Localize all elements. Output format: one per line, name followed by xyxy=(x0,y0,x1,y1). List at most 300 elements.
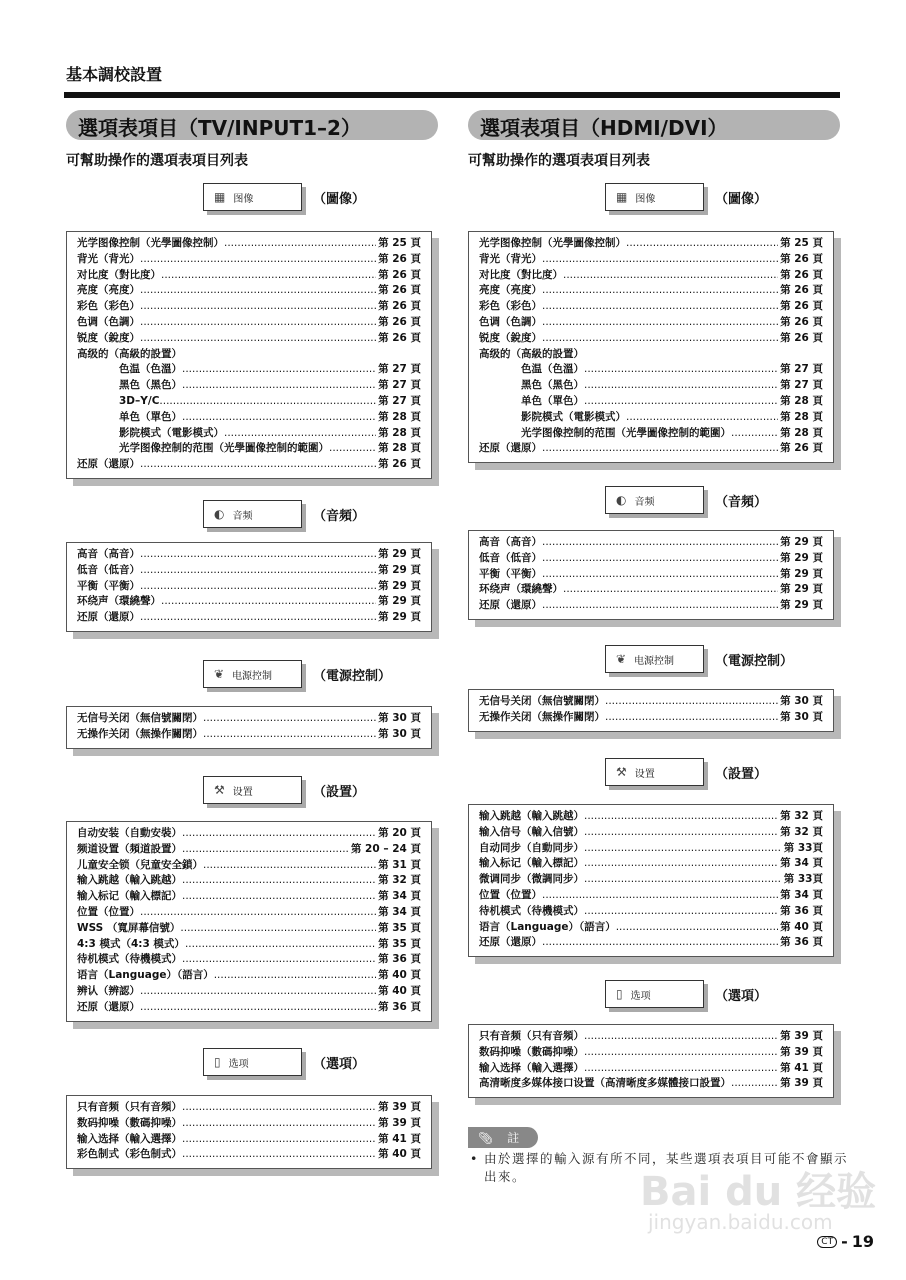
dot-leader xyxy=(542,567,778,583)
item-label: 黑色（黑色） xyxy=(119,379,182,392)
watermark-url: jingyan.baidu.com xyxy=(648,1210,833,1234)
list-item xyxy=(77,331,421,347)
item-label: 还原（還原） xyxy=(77,611,140,624)
menu-item-list xyxy=(468,804,834,957)
dot-leader xyxy=(159,394,376,410)
item-label: 自动同步（自動同步） xyxy=(479,841,584,854)
section-subtitle: 可幫助操作的選項表項目列表 xyxy=(66,153,248,169)
paperclip-icon: 📎︎ xyxy=(478,1130,494,1145)
dot-leader xyxy=(542,935,778,951)
item-page-ref: 第 27 頁 xyxy=(780,379,823,392)
list-item xyxy=(479,710,823,726)
item-page-ref: 第 34 頁 xyxy=(780,888,823,901)
item-label: 3D–Y/C xyxy=(119,394,160,407)
list-item xyxy=(479,299,823,315)
item-label: 自动安装（自動安裝） xyxy=(77,827,182,839)
list-item xyxy=(479,872,823,888)
menu-tab-label: 图像 xyxy=(233,193,254,205)
page-number-value: 19 xyxy=(851,1232,874,1251)
menu-section-label: （圖像） xyxy=(313,192,366,207)
list-item xyxy=(77,299,421,315)
list-item xyxy=(77,610,421,626)
dot-leader xyxy=(542,441,778,457)
item-label: 数码抑噪（數碼抑噪） xyxy=(479,1045,584,1058)
item-page-ref: 第 26 頁 xyxy=(780,268,823,281)
picture-icon: ▦ xyxy=(214,190,226,204)
item-page-ref: 第 39 頁 xyxy=(780,1030,823,1042)
list-item xyxy=(479,535,823,551)
audio-icon: ◐ xyxy=(616,493,627,507)
item-label: 色温（色溫） xyxy=(521,363,584,376)
item-page-ref: 第 26 頁 xyxy=(378,458,421,471)
item-page-ref: 第 40 頁 xyxy=(378,969,421,982)
dot-leader xyxy=(605,694,778,710)
menu-tab-options[interactable] xyxy=(605,980,704,1008)
list-item xyxy=(479,551,823,567)
list-item xyxy=(479,236,823,252)
item-page-ref: 第 29 頁 xyxy=(780,567,823,580)
menu-section-label: （電源控制） xyxy=(313,669,392,684)
dot-leader xyxy=(140,283,376,299)
item-page-ref: 第 28 頁 xyxy=(780,426,823,439)
item-label: 无信号关闭（無信號關閉） xyxy=(479,695,605,707)
item-page-ref: 第 29 頁 xyxy=(378,595,421,608)
item-label: 彩色（彩色） xyxy=(479,300,542,313)
dot-leader xyxy=(182,1132,376,1148)
list-item xyxy=(479,935,823,951)
list-item xyxy=(479,1061,823,1077)
item-page-ref: 第 28 頁 xyxy=(780,394,823,407)
menu-section-label: （選項） xyxy=(715,989,768,1004)
item-page-ref: 第 27 頁 xyxy=(378,394,421,407)
language-code: CT xyxy=(817,1236,837,1248)
item-page-ref: 第 32 頁 xyxy=(378,874,421,887)
item-page-ref: 第 40 頁 xyxy=(378,1148,421,1161)
dot-leader xyxy=(731,1076,778,1092)
dot-leader xyxy=(140,547,376,563)
audio-icon: ◐ xyxy=(214,507,225,521)
dot-leader xyxy=(584,394,778,410)
list-item xyxy=(77,1100,421,1116)
list-item xyxy=(77,858,421,874)
item-label: 锐度（銳度） xyxy=(77,331,140,344)
list-item xyxy=(77,594,421,610)
item-page-ref: 第 26 頁 xyxy=(378,268,421,281)
item-label: 输入标记（輸入標記） xyxy=(479,857,584,870)
menu-tab-audio[interactable] xyxy=(203,500,302,528)
item-label: 无操作关闭（無操作關閉） xyxy=(479,710,605,723)
page-separator: - xyxy=(841,1232,848,1251)
item-page-ref: 第 26 頁 xyxy=(780,300,823,313)
item-page-ref: 第 35 頁 xyxy=(378,937,421,950)
list-item xyxy=(479,331,823,347)
item-page-ref: 第 29 頁 xyxy=(378,548,421,560)
dot-leader xyxy=(182,873,376,889)
list-item xyxy=(77,252,421,268)
menu-tab-label: 选项 xyxy=(228,1058,249,1070)
list-item xyxy=(479,268,823,284)
item-page-ref: 第 20 頁 xyxy=(378,827,421,839)
menu-section-label: （電源控制） xyxy=(715,654,794,669)
item-label: 背光（背光） xyxy=(77,252,140,265)
item-page-ref: 第 30 頁 xyxy=(780,695,823,707)
item-label: 影院模式（電影模式） xyxy=(521,410,626,423)
item-label: 低音（低音） xyxy=(479,551,542,564)
menu-section-label: （設置） xyxy=(313,785,366,800)
dot-leader xyxy=(182,889,376,905)
dot-leader xyxy=(203,858,376,874)
list-item xyxy=(479,888,823,904)
list-item xyxy=(77,394,421,410)
dot-leader xyxy=(182,1147,376,1163)
menu-item-list xyxy=(468,231,834,463)
item-page-ref: 第 34 頁 xyxy=(780,857,823,870)
dot-leader xyxy=(542,331,778,347)
item-label: 4:3 模式（4:3 模式） xyxy=(77,937,185,950)
list-item xyxy=(77,457,421,473)
menu-tab-audio[interactable] xyxy=(605,486,704,514)
section-title: 選項表項目（HDMI/DVI） xyxy=(468,110,840,140)
item-label: 高级的（高級的設置） xyxy=(77,347,182,360)
item-page-ref: 第 25 頁 xyxy=(378,237,421,249)
list-item xyxy=(77,1116,421,1132)
list-item xyxy=(77,347,421,363)
item-page-ref: 第 29 頁 xyxy=(780,599,823,612)
item-label: 还原（還原） xyxy=(77,1000,140,1013)
list-item xyxy=(77,937,421,953)
dot-leader xyxy=(140,331,376,347)
item-label: 输入选择（輸入選擇） xyxy=(77,1132,182,1145)
menu-tab-label: 设置 xyxy=(634,768,655,780)
item-label: 只有音频（只有音頻） xyxy=(77,1101,182,1113)
item-label: 无操作关闭（無操作關閉） xyxy=(77,727,203,740)
item-page-ref: 第 26 頁 xyxy=(378,300,421,313)
item-page-ref: 第 26 頁 xyxy=(780,331,823,344)
item-page-ref: 第 39 頁 xyxy=(780,1045,823,1058)
item-page-ref: 第 40 頁 xyxy=(378,984,421,997)
dot-leader xyxy=(161,594,376,610)
dot-leader xyxy=(584,378,778,394)
item-page-ref: 第 30 頁 xyxy=(378,727,421,740)
dot-leader xyxy=(584,809,778,825)
list-item xyxy=(479,252,823,268)
item-page-ref: 第 34 頁 xyxy=(378,905,421,918)
item-page-ref: 第 32 頁 xyxy=(780,810,823,822)
list-item xyxy=(479,567,823,583)
dot-leader xyxy=(584,872,782,888)
dot-leader xyxy=(542,252,778,268)
item-label: 黑色（黑色） xyxy=(521,379,584,392)
item-page-ref: 第 26 頁 xyxy=(780,284,823,297)
item-page-ref: 第 26 頁 xyxy=(378,284,421,297)
item-page-ref: 第 33頁 xyxy=(783,873,823,886)
item-label: 单色（單色） xyxy=(119,410,182,423)
item-label: 辨认（辨認） xyxy=(77,984,140,997)
item-label: 还原（還原） xyxy=(479,442,542,455)
list-item xyxy=(77,952,421,968)
item-label: 位置（位置） xyxy=(479,888,542,901)
header-rule xyxy=(64,92,840,98)
page-number xyxy=(817,1232,874,1251)
item-page-ref: 第 36 頁 xyxy=(378,953,421,966)
item-label: 光学图像控制的范围（光學圖像控制的範圍） xyxy=(119,442,329,455)
list-item xyxy=(77,842,421,858)
item-label: 影院模式（電影模式） xyxy=(119,426,224,439)
list-item xyxy=(77,1132,421,1148)
item-page-ref: 第 29 頁 xyxy=(378,579,421,592)
dot-leader xyxy=(140,905,376,921)
list-item xyxy=(479,582,823,598)
item-label: 平衡（平衡） xyxy=(77,579,140,592)
item-page-ref: 第 36 頁 xyxy=(780,936,823,949)
list-item xyxy=(77,1147,421,1163)
dot-leader xyxy=(542,299,778,315)
item-page-ref: 第 30 頁 xyxy=(378,712,421,724)
item-label: 环绕声（環繞聲） xyxy=(479,583,563,596)
list-item xyxy=(479,694,823,710)
item-page-ref: 第 20 – 24 頁 xyxy=(350,842,421,855)
item-label: 背光（背光） xyxy=(479,252,542,265)
item-label: 高清晰度多媒体接口设置（高清晰度多媒體接口設置） xyxy=(479,1077,731,1090)
item-page-ref: 第 28 頁 xyxy=(378,426,421,439)
note-text: • 由於選擇的輸入源有所不同，某些選項表項目可能不會顯示出來。 xyxy=(470,1150,850,1186)
item-label: 光学图像控制的范围（光學圖像控制的範圍） xyxy=(521,426,731,439)
dot-leader xyxy=(140,252,376,268)
dot-leader xyxy=(542,598,778,614)
item-page-ref: 第 28 頁 xyxy=(378,442,421,455)
item-page-ref: 第 29 頁 xyxy=(378,563,421,576)
item-label: 色温（色溫） xyxy=(119,363,182,376)
item-page-ref: 第 26 頁 xyxy=(780,442,823,455)
dot-leader xyxy=(584,1029,778,1045)
dot-leader xyxy=(203,711,376,727)
item-label: 无信号关闭（無信號關閉） xyxy=(77,712,203,724)
item-label: 低音（低音） xyxy=(77,563,140,576)
menu-item-list xyxy=(66,1095,432,1169)
menu-item-list xyxy=(468,1024,834,1098)
list-item xyxy=(479,598,823,614)
picture-icon: ▦ xyxy=(616,190,628,204)
dot-leader xyxy=(140,315,376,331)
item-label: 光学图像控制（光學圖像控制） xyxy=(77,237,224,249)
list-item xyxy=(479,347,823,363)
dot-leader xyxy=(185,937,376,953)
section-subtitle: 可幫助操作的選項表項目列表 xyxy=(468,153,650,169)
item-page-ref: 第 36 頁 xyxy=(780,904,823,917)
dot-leader xyxy=(161,268,376,284)
item-label: 亮度（亮度） xyxy=(77,284,140,297)
item-page-ref: 第 30 頁 xyxy=(780,710,823,723)
list-item xyxy=(77,441,421,457)
menu-tab-label: 电源控制 xyxy=(232,670,273,682)
item-label: 数码抑噪（數碼抑噪） xyxy=(77,1116,182,1129)
list-item xyxy=(479,441,823,457)
dot-leader xyxy=(182,1116,376,1132)
item-label: 输入跳越（輸入跳越） xyxy=(479,810,584,822)
item-label: 平衡（平衡） xyxy=(479,567,542,580)
menu-tab-power-control[interactable] xyxy=(203,660,302,688)
list-item xyxy=(479,378,823,394)
item-page-ref: 第 25 頁 xyxy=(780,237,823,249)
power-control-icon: ❦ xyxy=(214,667,225,681)
item-label: 微调同步（微調同步） xyxy=(479,873,584,886)
item-label: 彩色（彩色） xyxy=(77,300,140,313)
menu-tab-settings[interactable] xyxy=(605,758,704,786)
item-page-ref: 第 35 頁 xyxy=(378,921,421,934)
list-item xyxy=(77,236,421,252)
options-icon: ▯ xyxy=(616,987,623,1001)
item-label: 单色（單色） xyxy=(521,394,584,407)
item-label: 高音（高音） xyxy=(77,548,140,560)
item-page-ref: 第 31 頁 xyxy=(378,858,421,871)
list-item xyxy=(479,394,823,410)
dot-leader xyxy=(182,842,349,858)
dot-leader xyxy=(584,904,778,920)
list-item xyxy=(479,283,823,299)
menu-tab-settings[interactable] xyxy=(203,776,302,804)
list-item xyxy=(479,315,823,331)
dot-leader xyxy=(329,441,376,457)
item-page-ref: 第 39 頁 xyxy=(780,1077,823,1090)
list-item xyxy=(77,410,421,426)
dot-leader xyxy=(140,610,376,626)
menu-tab-picture[interactable] xyxy=(203,183,302,211)
menu-section-label: （音頻） xyxy=(715,495,768,510)
dot-leader xyxy=(140,984,376,1000)
menu-tab-picture[interactable] xyxy=(605,183,704,211)
list-item xyxy=(479,920,823,936)
item-page-ref: 第 36 頁 xyxy=(378,1000,421,1013)
list-item xyxy=(479,1045,823,1061)
item-label: 对比度（對比度） xyxy=(479,268,563,281)
dot-leader xyxy=(542,315,778,331)
dot-leader xyxy=(140,1000,376,1016)
list-item xyxy=(479,841,823,857)
dot-leader xyxy=(542,551,778,567)
item-label: 锐度（銳度） xyxy=(479,331,542,344)
item-label: 色调（色調） xyxy=(479,315,542,328)
list-item xyxy=(77,547,421,563)
item-label: 频道设置（頻道設置） xyxy=(77,842,182,855)
item-label: 输入标记（輸入標記） xyxy=(77,890,182,903)
dot-leader xyxy=(140,563,376,579)
list-item xyxy=(479,856,823,872)
item-label: 高音（高音） xyxy=(479,536,542,548)
list-item xyxy=(77,826,421,842)
menu-tab-label: 音频 xyxy=(634,496,655,508)
options-icon: ▯ xyxy=(214,1055,221,1069)
item-label: 色调（色調） xyxy=(77,315,140,328)
item-label: 还原（還原） xyxy=(77,458,140,471)
dot-leader xyxy=(182,362,376,378)
dot-leader xyxy=(542,535,778,551)
dot-leader xyxy=(626,410,778,426)
item-page-ref: 第 26 頁 xyxy=(378,315,421,328)
item-label: 儿童安全锁（兒童安全鎖） xyxy=(77,858,203,871)
item-page-ref: 第 27 頁 xyxy=(780,363,823,376)
item-page-ref: 第 40 頁 xyxy=(780,920,823,933)
dot-leader xyxy=(182,410,376,426)
item-label: 光学图像控制（光學圖像控制） xyxy=(479,237,626,249)
menu-item-list xyxy=(66,542,432,632)
item-page-ref: 第 26 頁 xyxy=(378,252,421,265)
dot-leader xyxy=(584,841,782,857)
list-item xyxy=(479,825,823,841)
dot-leader xyxy=(584,362,778,378)
item-label: 对比度（對比度） xyxy=(77,268,161,281)
menu-item-list xyxy=(66,231,432,479)
item-page-ref: 第 41 頁 xyxy=(780,1061,823,1074)
list-item xyxy=(77,362,421,378)
menu-tab-label: 选项 xyxy=(630,990,651,1002)
dot-leader xyxy=(616,920,778,936)
item-label: 只有音频（只有音頻） xyxy=(479,1030,584,1042)
list-item xyxy=(77,711,421,727)
list-item xyxy=(77,968,421,984)
item-page-ref: 第 28 頁 xyxy=(780,410,823,423)
list-item xyxy=(77,315,421,331)
dot-leader xyxy=(182,378,376,394)
item-page-ref: 第 26 頁 xyxy=(780,315,823,328)
list-item xyxy=(77,426,421,442)
list-item xyxy=(77,889,421,905)
dot-leader xyxy=(563,582,778,598)
item-page-ref: 第 26 頁 xyxy=(780,252,823,265)
item-page-ref: 第 41 頁 xyxy=(378,1132,421,1145)
item-label: 语言（Language）（語言） xyxy=(77,969,214,982)
menu-section-label: （選項） xyxy=(313,1057,366,1072)
list-item xyxy=(77,268,421,284)
item-label: 待机模式（待機模式） xyxy=(479,904,584,917)
dot-leader xyxy=(605,710,778,726)
settings-icon: ⚒ xyxy=(214,783,225,797)
item-page-ref: 第 34 頁 xyxy=(378,890,421,903)
note-label: 註 xyxy=(507,1131,520,1145)
item-label: 彩色制式（彩色制式） xyxy=(77,1148,182,1161)
item-page-ref: 第 26 頁 xyxy=(378,331,421,344)
dot-leader xyxy=(140,579,376,595)
item-page-ref: 第 29 頁 xyxy=(780,551,823,564)
item-label: 还原（還原） xyxy=(479,936,542,949)
dot-leader xyxy=(563,268,778,284)
item-page-ref: 第 32 頁 xyxy=(780,825,823,838)
dot-leader xyxy=(584,825,778,841)
item-label: 待机模式（待機模式） xyxy=(77,953,182,966)
watermark-logo: Bai du 经验 xyxy=(640,1169,877,1215)
dot-leader xyxy=(626,236,778,252)
menu-tab-label: 电源控制 xyxy=(634,655,675,667)
item-label: 输入跳越（輸入跳越） xyxy=(77,874,182,887)
dot-leader xyxy=(182,826,376,842)
list-item xyxy=(77,1000,421,1016)
item-page-ref: 第 28 頁 xyxy=(378,410,421,423)
menu-item-list xyxy=(66,706,432,749)
item-label: 输入选择（輸入選擇） xyxy=(479,1061,584,1074)
item-page-ref: 第 29 頁 xyxy=(780,536,823,548)
menu-tab-options[interactable] xyxy=(203,1048,302,1076)
menu-tab-power-control[interactable] xyxy=(605,645,704,673)
menu-tab-label: 图像 xyxy=(635,193,656,205)
menu-tab-label: 设置 xyxy=(232,786,253,798)
list-item xyxy=(479,1029,823,1045)
item-label: 高级的（高級的設置） xyxy=(479,347,584,360)
dot-leader xyxy=(731,426,778,442)
dot-leader xyxy=(203,727,376,743)
list-item xyxy=(479,809,823,825)
item-label: 还原（還原） xyxy=(479,599,542,612)
dot-leader xyxy=(140,457,376,473)
dot-leader xyxy=(542,283,778,299)
